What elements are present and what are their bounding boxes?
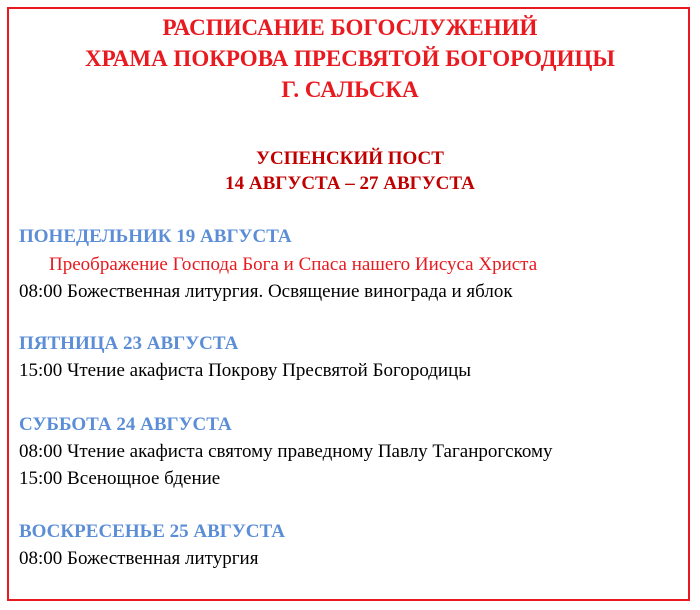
day-title-monday: ПОНЕДЕЛЬНИК 19 АВГУСТА: [19, 226, 292, 247]
service-entry: 15:00 Всенощное бдение: [19, 468, 221, 489]
header-title-line1: РАСПИСАНИЕ БОГОСЛУЖЕНИЙ: [162, 15, 538, 40]
day-title-friday: ПЯТНИЦА 23 АВГУСТА: [19, 333, 239, 354]
service-entry: 08:00 Божественная литургия. Освящение винограда и яблок: [19, 281, 513, 302]
fasting-period: [0, 146, 700, 196]
day-title-sunday: ВОСКРЕСЕНЬЕ 25 АВГУСТА: [19, 521, 285, 542]
feast-name: Преображение Господа Бога и Спаса нашего Иисуса Христа: [49, 254, 538, 275]
fasting-period-name: УСПЕНСКИЙ ПОСТ: [256, 148, 444, 169]
header-title-line2: ХРАМА ПОКРОВА ПРЕСВЯТОЙ БОГОРОДИЦЫ: [85, 46, 615, 71]
service-entry: 08:00 Чтение акафиста святому праведному Павлу Таганрогскому: [19, 441, 553, 462]
service-entry: 08:00 Божественная литургия: [19, 548, 259, 569]
schedule-header: [0, 12, 700, 105]
service-entry: 15:00 Чтение акафиста Покрову Пресвятой Богородицы: [19, 360, 472, 381]
fasting-period-dates: 14 АВГУСТА – 27 АВГУСТА: [225, 173, 475, 194]
day-title-saturday: СУББОТА 24 АВГУСТА: [19, 414, 232, 435]
header-title-line3: Г. САЛЬСКА: [281, 77, 419, 102]
